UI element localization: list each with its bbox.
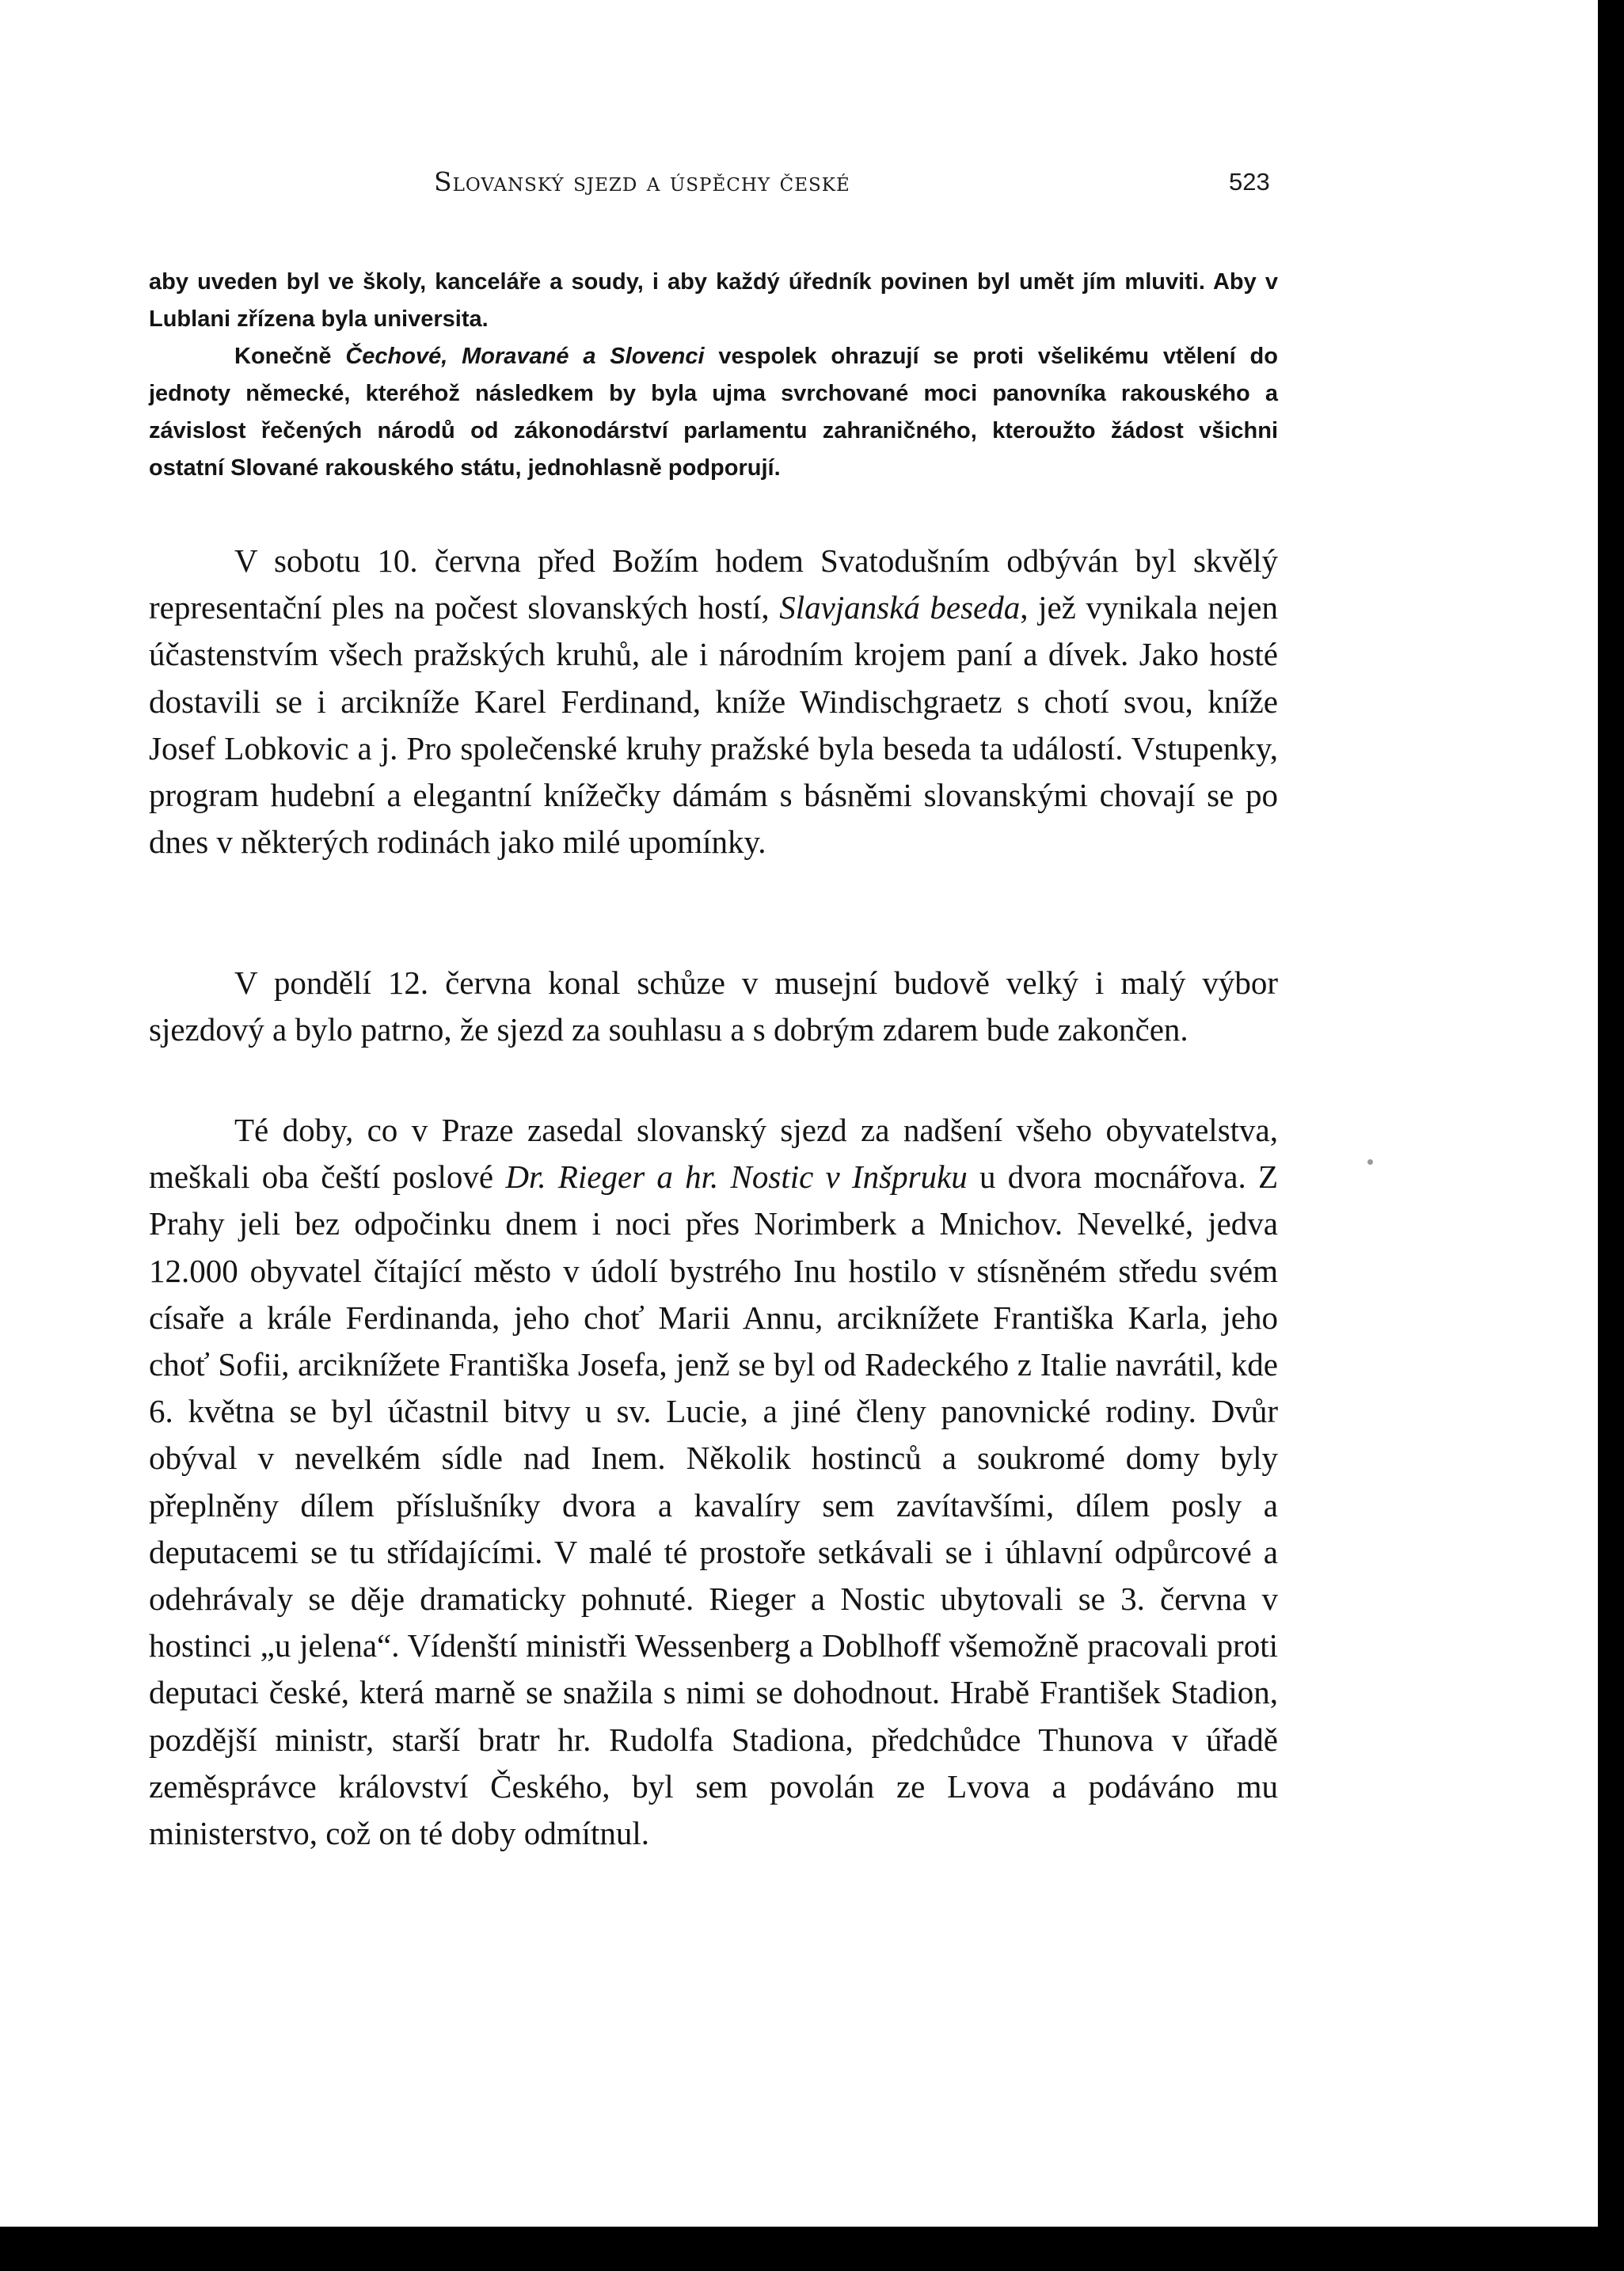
ball-name-italic: Slavjanská beseda (779, 589, 1021, 626)
resolution-paragraph-1: aby uveden byl ve školy, kanceláře a soudy, i aby každý úředník povinen byl umět jím mluviti. Aby v Lublani zřízena byla universita. (149, 269, 1278, 332)
main-paragraph-2: V pondělí 12. června konal schůze v musejní budově velký i malý výbor sjezdový a bylo patrno, že sjezd za souhlasu a s dobrým zdarem bude zakončen. (149, 964, 1278, 1048)
resolution-paragraph-2: Konečně Čechové, Moravané a Slovenci vespolek ohrazují se proti všelikému vtělení do jednoty německé, kteréhož následkem by byla ujma svrchované moci panovníka rakouského a závislost řečených národů od zákonodárství parlamentu zahraničného, kteroužto žádost všichni ostatní Slované rakouského státu, jednohlasně podporují. (149, 344, 1278, 481)
stray-mark (1367, 1159, 1373, 1165)
page-number: 523 (1229, 168, 1270, 196)
running-title: Slovanský sjezd a úspěchy české (434, 166, 850, 197)
nations-italic: Čechové, Moravané a Slovenci (345, 344, 705, 369)
envoys-italic: Dr. Rieger a hr. Nostic v Inšpruku (505, 1158, 968, 1196)
main-paragraph-1: V sobotu 10. června před Božím hodem Svatodušním odbýván byl skvělý representační ples na počest slovanských hostí, Slavjanská beseda, jež vynikala nejen účastenstvím všech pražských kruhů, ale i národním krojem paní a dívek. Jako hosté dostavili se i arcikníže Karel Ferdinand, kníže Windischgraetz s chotí svou, kníže Josef Lobkovic a j. Pro společenské kruhy pražské byla beseda ta událostí. Vstupenky, program hudební a elegantní knížečky dámám s básněmi slovanskými chovají se po dnes v některých rodinách jako milé upomínky. (149, 542, 1279, 861)
main-paragraph-3: Té doby, co v Praze zasedal slovanský sjezd za nadšení všeho obyvatelstva, meškali oba čeští poslové Dr. Rieger a hr. Nostic v Inšpruku u dvora mocnářova. Z Prahy jeli bez odpočinku dnem i noci přes Norimberk a Mnichov. Nevelké, jedva 12.000 obyvatel čítající město v údolí bystrého Inu hostilo v stísněném středu svém císaře a krále Ferdinanda, jeho choť Marii Annu, arciknížete Františka Karla, jeho choť Sofii, arciknížete Františka Josefa, jenž se byl od Radeckého z Italie navrátil, kde 6. května se byl účastnil bitvy u sv. Lucie, a jiné členy panovnické rodiny. Dvůr obýval v nevelkém sídle nad Inem. Několik hostinců a soukromé domy byly přeplněny dílem příslušníky dvora a kavalíry sem zavítavšími, dílem posly a deputacemi se tu střídajícími. V malé té prostoře setkávali se i úhlavní odpůrcové a odehrávaly se děje dramaticky pohnuté. Rieger a Nostic ubytovali se 3. června v hostinci „u jelena“. Vídenští ministři Wessenberg a Doblhoff všemožně pracovali proti deputaci české, která marně se snažila s nimi se dohodnout. Hrabě František Stadion, pozdější ministr, starší bratr hr. Rudolfa Stadiona, předchůdce Thunova v úřadě zeměsprávce království Českého, byl sem povolán ze Lvova a podáváno mu ministerstvo, což on té doby odmítnul. (149, 1112, 1278, 1852)
